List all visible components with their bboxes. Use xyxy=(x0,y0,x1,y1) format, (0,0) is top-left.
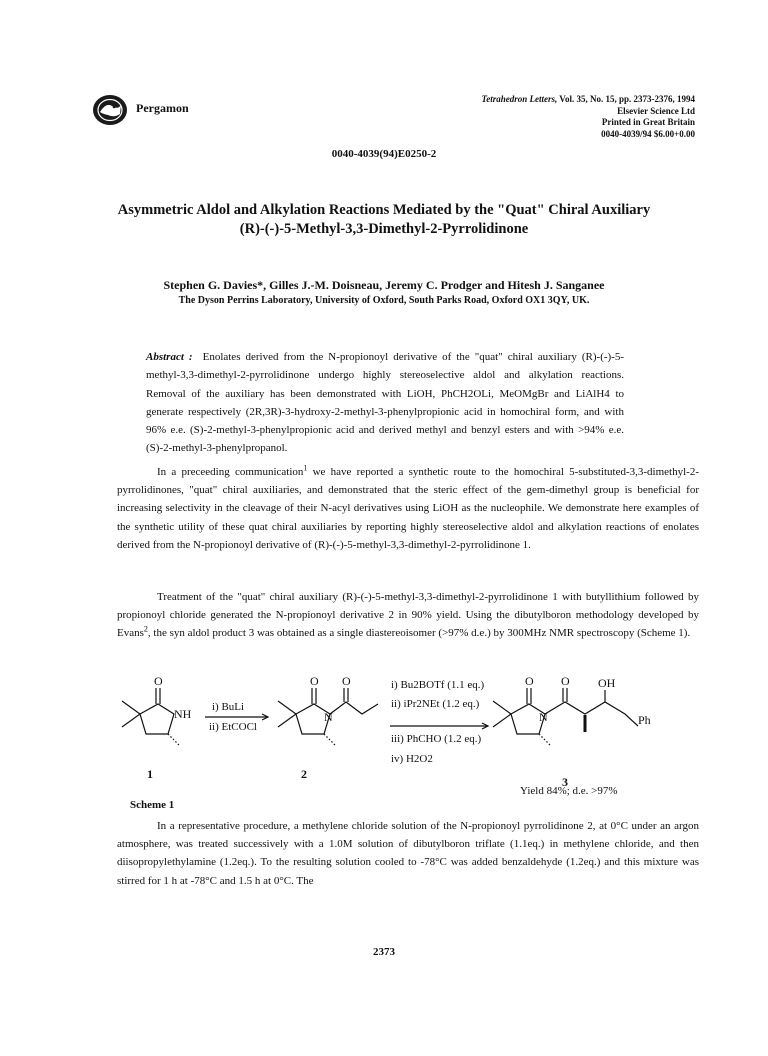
yield-label: Yield 84%; d.e. >97% xyxy=(520,785,618,797)
aldol-chain xyxy=(545,702,638,726)
hydroxyl-label: OH xyxy=(598,676,616,690)
carbonyl-oxygen-3a: O xyxy=(525,674,534,688)
intro-paragraph xyxy=(117,463,699,554)
treatment-paragraph xyxy=(117,588,699,643)
doi-code: 0040-4039(94)E0250-2 xyxy=(331,148,437,160)
procedure-text: In a representative procedure, a methylene chloride solution of the N-propionoyl pyrrolidinone 2, at 0°C under an argon atmosphere, was treated successively with a 1.0M solution of dibutylboron triflate (1.1eq.) in methylene chloride, and then diisopropylethylamine (1.2eq.). To the resulting solution cooled to -78°C was added benzaldehyde (1.2eq.) and this mixture was stirred for 1 h at -78°C and 1.5 h at 0°C. The xyxy=(117,820,699,887)
gem-dimethyl-3 xyxy=(493,701,511,727)
volume-info: Vol. 35, No. 15, pp. 2373-2376, 1994 xyxy=(557,94,695,104)
gem-dimethyl-1 xyxy=(122,701,140,727)
reference-1: 1 xyxy=(303,463,308,473)
reference-2: 2 xyxy=(143,624,148,634)
carbonyl-oxygen-2b: O xyxy=(342,674,351,688)
procedure-paragraph xyxy=(117,817,699,890)
pyrrolidinone-ring-1 xyxy=(140,704,174,734)
publisher-name: Pergamon xyxy=(136,101,189,115)
step1-reagent-1: i) BuLi xyxy=(212,701,245,713)
title-line-1: Asymmetric Aldol and Alkylation Reactions Mediated by the "Quat" Chiral Auxiliary xyxy=(117,202,651,218)
step2-reagent-1: i) Bu2BOTf (1.1 eq.) xyxy=(391,679,485,691)
abstract-label: Abstract : xyxy=(146,351,193,363)
gem-dimethyl-2 xyxy=(278,701,296,727)
n-label-3: N xyxy=(539,710,548,724)
step1-reagent-2: ii) EtCOCl xyxy=(209,721,257,733)
nh-label: NH xyxy=(174,707,192,721)
phenyl-label: Ph xyxy=(638,713,651,727)
step2-reagent-2: ii) iPr2NEt (1.2 eq.) xyxy=(391,698,480,710)
citation-block xyxy=(482,94,695,140)
compound-label-1: 1 xyxy=(147,767,153,781)
affiliation: The Dyson Perrins Laboratory, University of Oxford, South Parks Road, Oxford OX1 3QY, UK. xyxy=(178,295,590,306)
pergamon-logo xyxy=(92,94,128,126)
paper-title xyxy=(40,201,728,239)
abstract xyxy=(146,348,624,458)
title-line-2: (R)-(-)-5-Methyl-3,3-Dimethyl-2-Pyrrolidinone xyxy=(239,221,529,237)
abstract-text: Enolates derived from the N-propionoyl derivative of the "quat" chiral auxiliary (R)-(-)-5-methyl-3,3-dimethyl-2-pyrrolidinone undergo highly stereoselective aldol and alkylation reactions. Removal of the auxiliary has been demonstrated with LiOH, PhCH2OLi, MeOMgBr and LiAlH4 to generate respectively (2R,3R)-3-hydroxy-2-methyl-3-phenylpropionic acid in homochiral form, and with 96% e.e. (S)-2-methyl-3-phenylpropionic acid and derived methyl and benzyl esters and with >94% e.e. (S)-2-methyl-3-phenylpropanol. xyxy=(146,351,625,455)
compound-label-2: 2 xyxy=(301,767,307,781)
intro-text-1: In a preceeding communication xyxy=(157,466,304,478)
propionyl-chain xyxy=(330,702,378,714)
citation-line-1 xyxy=(482,94,695,106)
carbonyl-oxygen-1: O xyxy=(154,674,163,688)
carbonyl-oxygen-3b: O xyxy=(561,674,570,688)
reaction-scheme xyxy=(110,674,670,824)
citation-line-4: 0040-4039/94 $6.00+0.00 xyxy=(601,128,695,139)
treatment-text-2: , the syn aldol product 3 was obtained as a single diastereoisomer (>97% d.e.) by 300MHz NMR spectroscopy (Scheme 1). xyxy=(147,627,691,640)
scheme-caption: Scheme 1 xyxy=(130,799,175,811)
citation-line-3: Printed in Great Britain xyxy=(601,117,695,127)
carbonyl-oxygen-2a: O xyxy=(310,674,319,688)
step2-reagent-3: iii) PhCHO (1.2 eq.) xyxy=(391,733,482,745)
page-number: 2373 xyxy=(373,946,395,958)
citation-line-2: Elsevier Science Ltd xyxy=(617,105,695,116)
n-label-2: N xyxy=(324,710,333,724)
intro-text-2: we have reported a synthetic route to the homochiral 5-substituted-3,3-dimethyl-2-pyrrolidinones, "quat" chiral auxiliaries, and demonstrated that the steric effect of the gem-dimethyl group is beneficial for increasing selectivity in the cleavage of their N-acyl derivatives using LiOH as the nucleophile. We demonstrate here examples of the synthetic utility of these quat chiral auxiliaries by reporting highly stereoselective aldol and alkylation reactions of enolates derived from the N-propionoyl derivative of (R)-(-)-5-methyl-3,3-dimethyl-2-pyrrolidinone 1. xyxy=(117,466,699,551)
journal-name: Tetrahedron Letters, xyxy=(481,94,558,104)
treatment-text-1: Treatment of the "quat" chiral auxiliary (R)-(-)-5-methyl-3,3-dimethyl-2-pyrrolidinone 1 with butyllithium followed by propionoyl chloride generated the N-propionoyl derivative 2 in 90% yield. Using the dibutylboron methodology developed by Evans xyxy=(117,591,699,640)
step2-reagent-4: iv) H2O2 xyxy=(391,753,433,765)
compound-label-3: 3 xyxy=(562,775,568,789)
author-list: Stephen G. Davies*, Gilles J.-M. Doisneau, Jeremy C. Prodger and Hitesh J. Sanganee xyxy=(163,278,605,292)
